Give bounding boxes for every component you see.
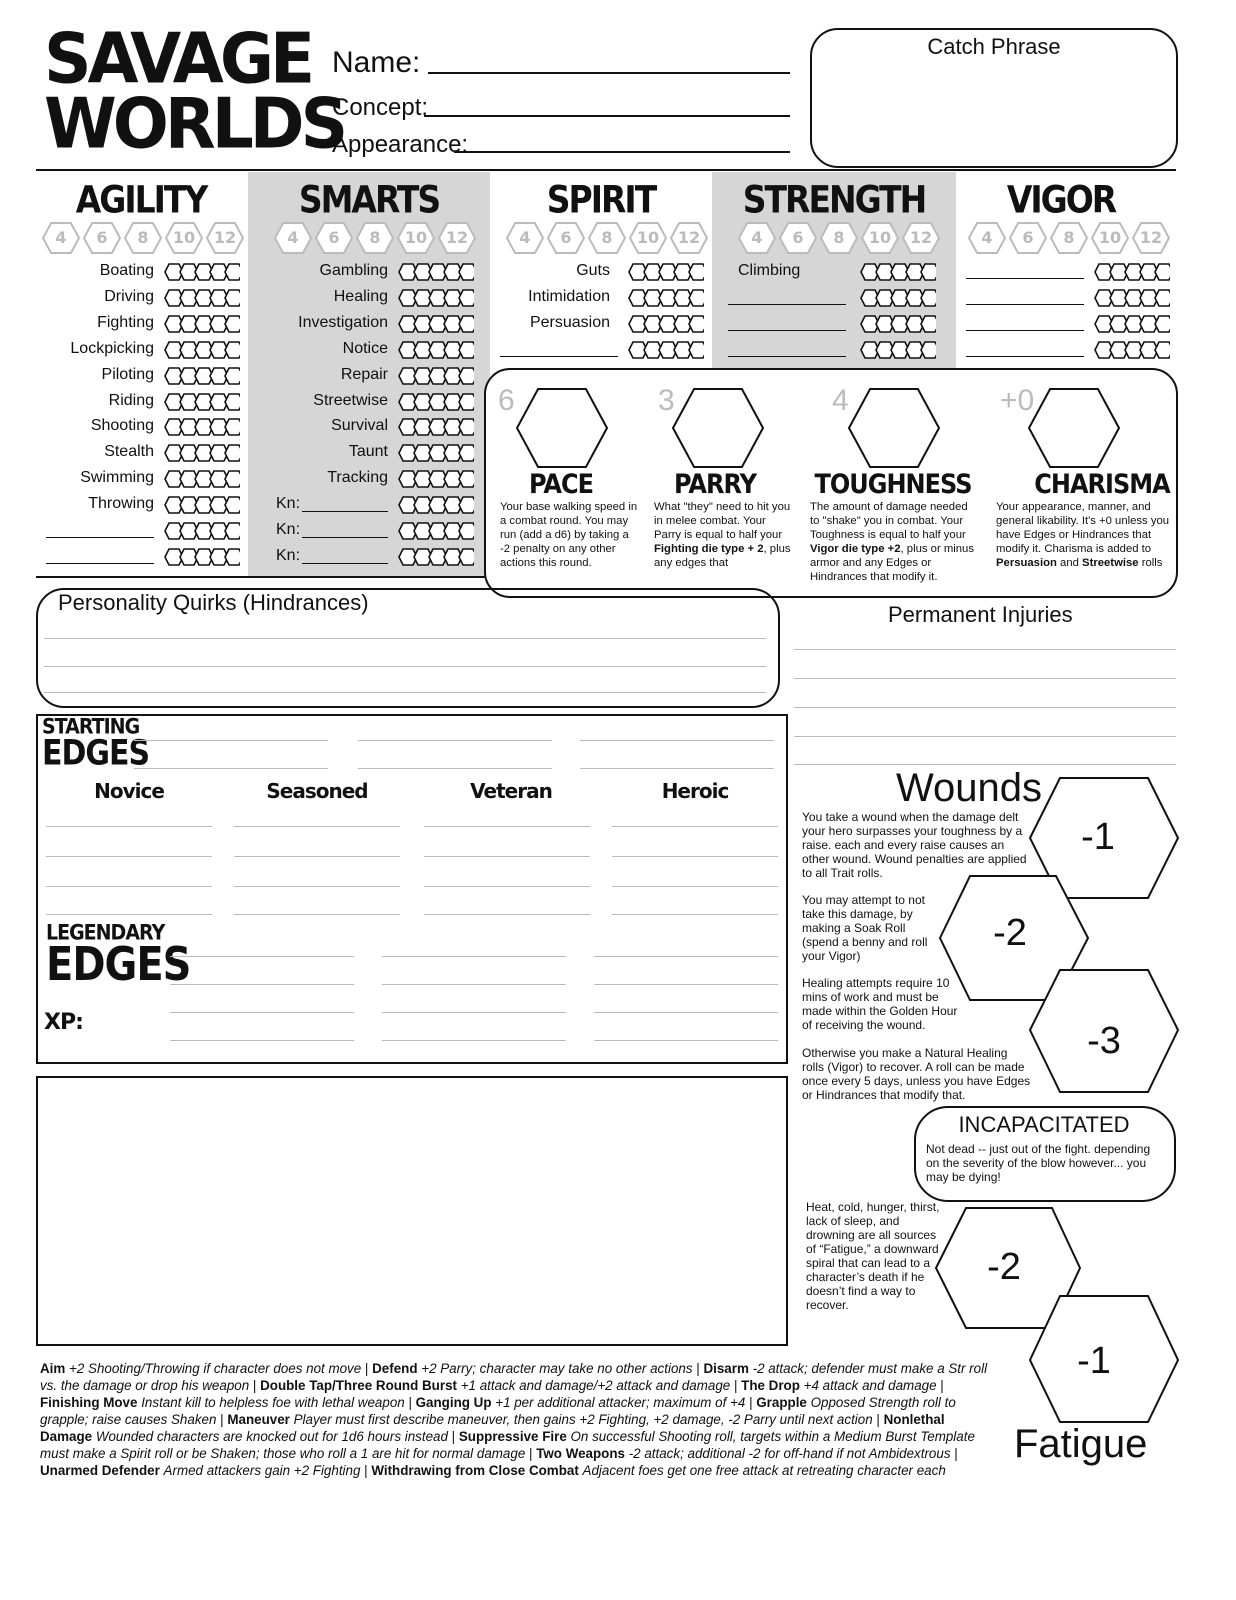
skill-label: Guts [576,262,610,279]
skill-die-pips[interactable] [162,521,240,541]
die-d8[interactable]: 8 [1050,222,1088,254]
die-type-row [968,222,1170,254]
legendary-edge-line[interactable] [594,956,778,957]
skill-label: Persuasion [529,313,610,331]
skill-die-pips[interactable] [396,288,474,308]
skill-die-pips[interactable] [162,469,240,489]
edge-line[interactable] [612,856,778,857]
die-d12[interactable]: 12 [1132,222,1170,254]
skill-die-pips[interactable] [858,340,936,360]
skill-label: Fighting [97,313,154,331]
wounds-title: Wounds [896,766,1043,810]
skill-label: Stealth [104,443,154,461]
skill-die-pips[interactable] [162,262,240,282]
edge-line[interactable] [234,886,400,887]
skill-label: Riding [108,391,154,409]
starting-edges-big: EDGES [42,733,150,774]
hindrance-line[interactable] [44,638,766,639]
hindrance-line[interactable] [44,692,766,693]
skill-die-pips[interactable] [1092,340,1170,360]
stat-desc-charisma: Your appearance, manner, and general likability. It's +0 unless you have Edges or Hindrances that modify it. Charisma is added to Persuasion and Streetwise rolls [996,501,1170,569]
legendary-edge-line[interactable] [382,984,566,985]
die-d4[interactable]: 4 [274,222,312,254]
catch-phrase-box[interactable] [810,28,1178,168]
skill-label: Repair [340,365,388,383]
knowledge-label: Kn: [276,521,301,538]
injury-line[interactable] [794,707,1176,708]
notes-box[interactable] [36,1076,788,1346]
edge-line[interactable] [234,856,400,857]
incapacitated-text: Not dead -- just out of the fight. depending on the severity of the blow however... you may be dying! [926,1142,1151,1184]
die-d6[interactable]: 6 [547,222,585,254]
wound-level-3: -3 [1087,1020,1121,1062]
knowledge-label: Kn: [276,495,301,513]
skill-label: Intimidation [528,287,610,305]
edge-line[interactable] [234,914,400,915]
die-type-row [506,222,708,254]
skill-die-pips[interactable] [162,340,240,360]
legendary-edge-line[interactable] [170,1012,354,1013]
knowledge-label: Kn: [276,546,301,564]
starting-edge-line[interactable] [134,740,328,741]
skill-die-pips[interactable] [626,314,704,334]
wounds-text-2: You may attempt to not take this damage, by making a Soak Roll (spend a benny and roll your Vigor) [802,893,928,963]
edge-line[interactable] [46,826,212,827]
skill-die-pips[interactable] [858,314,936,334]
fatigue-level-2: -1 [1077,1340,1111,1382]
die-type-row [274,222,476,254]
appearance-label: Appearance: [332,131,469,158]
stat-hex-charisma[interactable] [1028,388,1120,468]
skill-die-pips[interactable] [162,288,240,308]
die-type-row [42,222,244,254]
die-d12[interactable]: 12 [206,222,244,254]
custom-skill-line[interactable] [966,278,1084,279]
die-d6[interactable]: 6 [779,222,817,254]
combat-rules-text: Aim +2 Shooting/Throwing if character does not move | Defend +2 Parry; character may take no other actions | Disarm -2 attack; defender must make a Str roll vs. the damage or drop his weapon | Double Tap/Three Round Burst +1 attack and damage/+2 attack and damage | The Drop +4 attack and damage | Finishing Move Instant kill to helpless foe with lethal weapon | Ganging Up +1 per additional attacker; maximum of +4 | Grapple Opposed Strength roll to grapple; raise causes Shaken | Maneuver Player must first describe maneuver, then gains +2 Fighting, +2 damage, -2 Parry until next action | Nonlethal Damage Wounded characters are knocked out for 1d6 hours instead | Suppressive Fire On successful Shooting roll, targets within a Medium Burst Template must make a Spirit roll or be Shaken; those who roll a 1 are hit for normal damage | Two Weapons -2 attack; additional -2 for off-hand if not Ambidextrous | Unarmed Defender Armed attackers gain +2 Fighting | Withdrawing from Close Combat Adjacent foes get one free attack at retreating character each [40,1361,988,1478]
wounds-text-4: Otherwise you make a Natural Healing rolls (Vigor) to recover. A roll can be made once every 5 days, unless you have Edges or Hindrances that modify that. [802,1046,1031,1102]
skill-label: Notice [342,339,388,357]
custom-skill-line[interactable] [46,563,154,564]
starting-edges-small: STARTING [42,714,140,740]
attr-agility-title: AGILITY [75,177,207,222]
skill-label: Investigation [298,313,388,331]
skill-die-pips[interactable] [162,314,240,334]
skill-die-pips[interactable] [396,392,474,412]
skill-label: Tracking [327,469,388,487]
legendary-edge-line[interactable] [170,1040,354,1041]
die-d6[interactable]: 6 [1009,222,1047,254]
hindrances-title: Personality Quirks (Hindrances) [58,590,369,615]
hindrance-line[interactable] [44,666,766,667]
custom-skill-line[interactable] [46,537,154,538]
logo [44,18,345,165]
edge-line[interactable] [46,914,212,915]
skill-die-pips[interactable] [396,443,474,463]
injury-line[interactable] [794,678,1176,679]
stat-value-charisma[interactable]: +0 [1000,384,1035,417]
skill-die-pips[interactable] [396,469,474,489]
attr-spirit-title: SPIRIT [546,177,656,222]
skill-die-pips[interactable] [162,417,240,437]
attr-strength-title: STRENGTH [742,177,926,222]
die-d10[interactable]: 10 [629,222,667,254]
stat-desc-toughness: The amount of damage needed to "shake" you in combat. Your Toughness is equal to half your Vigor die type +2, plus or minus armor and any Edges or Hindrances that modify it. [810,501,974,583]
skill-die-pips[interactable] [1092,288,1170,308]
legendary-edge-line[interactable] [382,1012,566,1013]
custom-skill-line[interactable] [966,304,1084,305]
die-d4[interactable]: 4 [968,222,1006,254]
die-d8[interactable]: 8 [588,222,626,254]
fatigue-level-1: -2 [987,1246,1021,1288]
skill-label: Driving [104,287,154,305]
stat-title-charisma: CHARISMA [1034,468,1170,500]
injuries-title: Permanent Injuries [888,602,1073,627]
skill-die-pips[interactable] [396,262,474,282]
legendary-edge-line[interactable] [382,956,566,957]
stat-title-pace: PACE [529,468,593,500]
custom-skill-line[interactable] [966,356,1084,357]
edge-col-veteran: Veteran [470,779,552,803]
legendary-edge-line[interactable] [594,984,778,985]
skill-label: Climbing [738,262,801,279]
skill-die-pips[interactable] [162,366,240,386]
skill-die-pips[interactable] [1092,262,1170,282]
die-d8[interactable]: 8 [124,222,162,254]
fatigue-text: Heat, cold, hunger, thirst, lack of sleep, and drowning are all sources of “Fatigue,” a downward spiral that can lead to a character’s death if he doesn’t find a way to recover. [806,1200,940,1312]
die-d10[interactable]: 10 [1091,222,1129,254]
skill-die-pips[interactable] [396,521,474,541]
stat-title-parry: PARRY [674,468,756,500]
legendary-edge-line[interactable] [382,1040,566,1041]
legendary-edge-line[interactable] [594,1012,778,1013]
skill-label: Swimming [80,469,154,487]
name-field[interactable] [428,72,790,74]
edge-line[interactable] [46,886,212,887]
attr-vigor-title: VIGOR [1006,177,1116,222]
edge-line[interactable] [612,886,778,887]
skill-die-pips[interactable] [162,443,240,463]
edge-line[interactable] [424,886,590,887]
skill-die-pips[interactable] [162,547,240,567]
skill-die-pips[interactable] [396,495,474,515]
catch-phrase-label: Catch Phrase [927,34,1061,59]
attributes-bottom-line [36,576,486,578]
skill-die-pips[interactable] [858,288,936,308]
name-label: Name: [332,46,421,79]
custom-skill-line[interactable] [728,304,846,305]
stat-title-toughness: TOUGHNESS [814,468,972,500]
skill-label: Boating [99,262,154,279]
skill-die-pips[interactable] [396,340,474,360]
skill-die-pips[interactable] [162,495,240,515]
die-d10[interactable]: 10 [861,222,899,254]
stat-hex-parry[interactable] [672,388,764,468]
edge-line[interactable] [424,914,590,915]
logo-line-1: SAVAGE [44,18,312,100]
stat-hex-pace[interactable] [516,388,608,468]
die-d4[interactable]: 4 [42,222,80,254]
edge-line[interactable] [424,856,590,857]
starting-edge-line[interactable] [580,740,774,741]
skill-die-pips[interactable] [626,340,704,360]
edge-col-seasoned: Seasoned [266,779,368,803]
injury-line[interactable] [794,764,1176,765]
die-d4[interactable]: 4 [738,222,776,254]
logo-line-2: WORLDS [44,83,345,165]
wound-level-1: -1 [1081,816,1115,858]
stat-hex-toughness[interactable] [848,388,940,468]
wounds-text-1: You take a wound when the damage delt your hero surpasses your toughness by a raise. each and every raise causes an other wound. Wound penalties are applied to all Trait rolls. [802,810,1027,880]
fatigue-title: Fatigue [1014,1422,1148,1466]
skill-die-pips[interactable] [396,417,474,437]
skill-die-pips[interactable] [162,392,240,412]
header-divider [36,169,1176,171]
legendary-edges-big: EDGES [46,938,191,992]
starting-edge-line[interactable] [134,768,328,769]
wound-level-2: -2 [993,912,1027,954]
legendary-edges-small: LEGENDARY [46,920,165,946]
custom-skill-line[interactable] [728,330,846,331]
stat-value-toughness[interactable]: 4 [832,384,849,417]
legendary-edge-line[interactable] [170,984,354,985]
skill-label: Taunt [348,443,388,461]
edge-line[interactable] [424,826,590,827]
legendary-edge-line[interactable] [170,956,354,957]
edge-line[interactable] [46,856,212,857]
custom-skill-line[interactable] [302,511,388,512]
skill-label: Healing [333,287,388,305]
starting-edge-line[interactable] [358,740,552,741]
die-d12[interactable]: 12 [438,222,476,254]
custom-skill-line[interactable] [728,356,846,357]
skill-die-pips[interactable] [396,366,474,386]
custom-skill-line[interactable] [302,563,388,564]
wounds-text-3: Healing attempts require 10 mins of work and must be made within the Golden Hour of receiving the wound. [802,976,958,1032]
die-d4[interactable]: 4 [506,222,544,254]
attr-smarts-title: SMARTS [298,177,440,222]
die-d6[interactable]: 6 [315,222,353,254]
die-d6[interactable]: 6 [83,222,121,254]
die-d12[interactable]: 12 [902,222,940,254]
edge-col-heroic: Heroic [661,779,729,803]
edge-line[interactable] [234,826,400,827]
skill-label: Lockpicking [70,339,154,357]
skill-die-pips[interactable] [396,547,474,567]
edge-col-novice: Novice [94,779,164,803]
die-d10[interactable]: 10 [165,222,203,254]
stat-value-parry[interactable]: 3 [658,384,675,417]
skill-label: Throwing [88,495,154,513]
skill-die-pips[interactable] [396,314,474,334]
custom-skill-line[interactable] [966,330,1084,331]
xp-label: XP: [44,1010,83,1035]
injury-line[interactable] [794,736,1176,737]
skill-die-pips[interactable] [626,262,704,282]
stat-value-pace[interactable]: 6 [498,384,515,417]
edge-line[interactable] [612,826,778,827]
legendary-edge-line[interactable] [594,1040,778,1041]
concept-field[interactable] [424,115,790,117]
die-d12[interactable]: 12 [670,222,708,254]
skill-label: Piloting [101,365,154,383]
custom-skill-line[interactable] [500,356,618,357]
edge-line[interactable] [612,914,778,915]
skill-label: Shooting [90,417,154,435]
stat-desc-pace: Your base walking speed in a combat round. You may run (add a d6) by taking a -2 penalty on any other actions this round. [500,501,638,569]
skill-die-pips[interactable] [1092,314,1170,334]
skill-die-pips[interactable] [626,288,704,308]
die-d8[interactable]: 8 [820,222,858,254]
concept-label: Concept: [332,94,429,121]
incapacitated-title: INCAPACITATED [958,1112,1130,1137]
injury-line[interactable] [794,649,1176,650]
die-d8[interactable]: 8 [356,222,394,254]
starting-edge-line[interactable] [580,768,774,769]
die-d10[interactable]: 10 [397,222,435,254]
appearance-field[interactable] [454,151,790,153]
skill-label: Streetwise [313,391,388,409]
die-type-row [738,222,940,254]
skill-die-pips[interactable] [858,262,936,282]
starting-edge-line[interactable] [358,768,552,769]
custom-skill-line[interactable] [302,537,388,538]
skill-label: Gambling [319,262,388,279]
skill-label: Survival [331,417,388,435]
stat-desc-parry: What "they" need to hit you in melee combat. Your Parry is equal to half your Fighting die type + 2, plus any edges that [654,501,791,569]
